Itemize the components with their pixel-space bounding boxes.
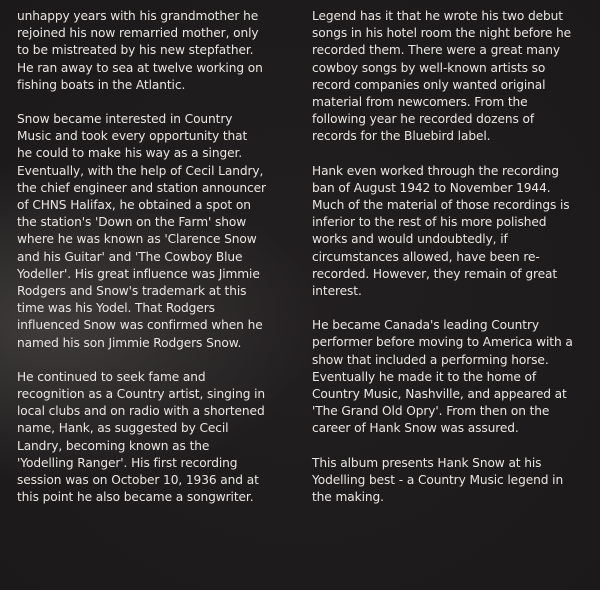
paragraph-childhood: unhappy years with his grandmother he rejoined his now remarried mother, only to be mistreated by his new stepfather. He ran away to sea at twelve working on fishing boats in the Atlantic.	[17, 9, 263, 92]
paragraph-album-summary: This album presents Hank Snow at his Yodelling best - a Country Music legend in the making.	[312, 455, 564, 505]
paragraph-move-to-america: He became Canada's leading Country performer before moving to America with a show that included a performing horse. Eventually he made it to the home of Country Music, Nashville, and appeared at 'The Grand Old Opry'. From then on the career of Hank Snow was assured.	[312, 318, 573, 436]
right-text-column	[312, 8, 590, 523]
paragraph-early-career: Snow became interested in Country Music and took every opportunity that he could to make his way as a singer. Eventually, with the help of Cecil Landry, the chief engineer and station announcer of CHNS Halifax, he obtained a spot on the station's 'Down on the Farm' show where he was known as 'Clarence Snow and his Guitar' and 'The Cowboy Blue Yodeller'. His great influence was Jimmie Rodgers and Snow's trademark at this time was his Yodel. That Rodgers influenced Snow was confirmed when he named his son Jimmie Rodgers Snow.	[17, 112, 266, 350]
paragraph-recording-ban: Hank even worked through the recording ban of August 1942 to November 1944. Much of the material of those recordings is inferior to the rest of his more polished works and would undoubtedly, if circumstances allowed, have been re- recorded. However, they remain of great interest.	[312, 163, 570, 299]
left-text-column	[17, 8, 285, 523]
paragraph-debut-songs: Legend has it that he wrote his two debut songs in his hotel room the night before he recorded them. There were a great many cowboy songs by well-known artists so record companies only wanted original material from newcomers. From the following year he recorded dozens of records for the Bluebird label.	[312, 9, 572, 144]
paragraph-first-recording: He continued to seek fame and recognition as a Country artist, singing in local clubs and on radio with a shortened name, Hank, as suggested by Cecil Landry, becoming known as the 'Yodelling Ranger'. His first recording session was on October 10, 1936 and at this point he also became a songwriter.	[17, 369, 266, 505]
